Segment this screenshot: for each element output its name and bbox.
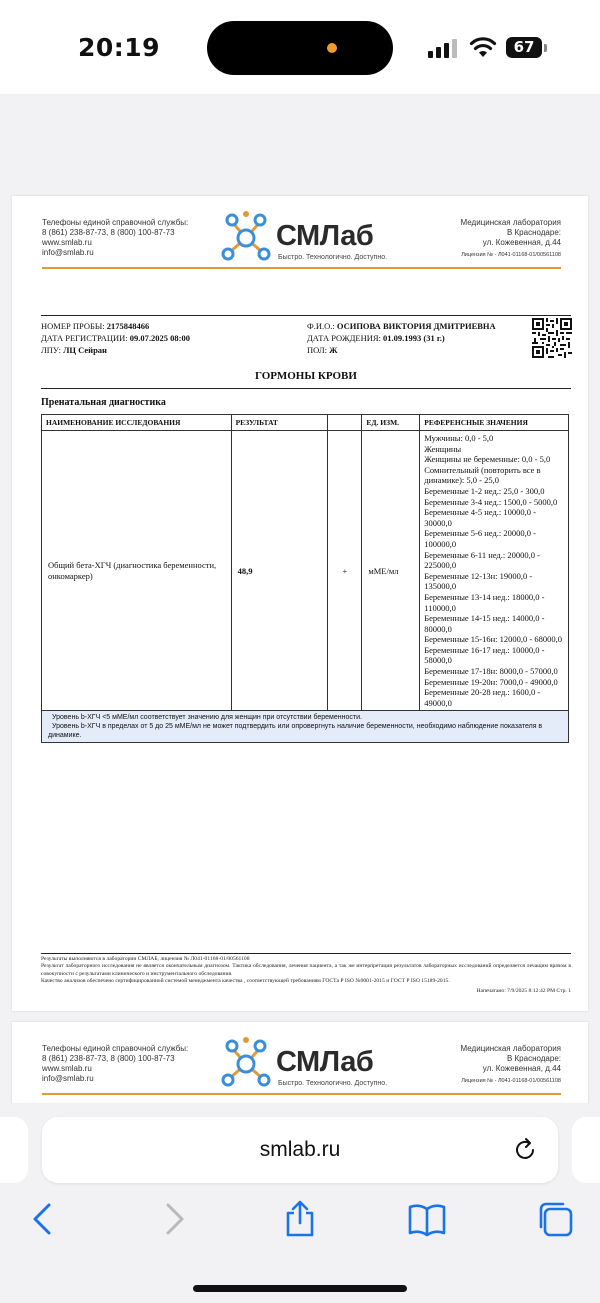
report-title: ГОРМОНЫ КРОВИ [255,370,357,382]
note-line-1: Уровень b-ХГЧ <5 мМЕ/мл соответствует значению для женщин при отсутствии беременности. [52,714,362,722]
patient-sex: Ж [329,345,338,355]
url-text: smlab.ru [259,1138,341,1161]
status-time: 20:19 [78,33,161,62]
report-page-2 [12,1022,588,1108]
contact-block: Телефоны единой справочной службы: 8 (861) 238-87-73, 8 (800) 100-87-73 www.smlab.ru info@smlab.ru [42,218,189,257]
lab-header [12,196,588,272]
molecule-logo-icon [220,208,272,266]
col-header-result: РЕЗУЛЬТАТ [231,415,328,431]
tabs-icon[interactable] [535,1199,575,1239]
address-bar[interactable] [42,1117,558,1183]
wifi-icon [469,36,497,58]
test-name: Общий бета-ХГЧ (диагностика беременности, онкомаркер) [42,431,232,711]
test-result: 48,9 [231,431,328,711]
brand-name: СМЛаб [276,220,374,252]
bookmarks-icon[interactable] [407,1199,447,1239]
license-text: Лицензия № - Л041-01168-01/00561108 [461,252,561,258]
col-header-name: НАИМЕНОВАНИЕ ИССЛЕДОВАНИЯ [42,415,232,431]
next-tab-peek[interactable] [572,1117,600,1183]
col-header-flag [328,415,362,431]
previous-tab-peek[interactable] [0,1117,28,1183]
molecule-logo-icon [220,1034,272,1092]
lab-header-2: Телефоны единой справочной службы: 8 (861) 238-87-73, 8 (800) 100-87-73 www.smlab.ru info@smlab.ru СМЛаб Быстро. Технологично. Доступно. Медицинская лаборатория В Краснодаре: ул. Кожевенная, д.44 Лицензия № - Л041-01168-01/00561108 [12,1022,588,1098]
table-header-row [42,415,569,431]
report-page: Телефоны единой справочной службы: 8 (861) 238-87-73, 8 (800) 100-87-73 www.smlab.ru info@smlab.ru СМЛаб Быстро. Технологично. Доступно. Медицинская лаборатория В Краснодаре: ул. Кожевенная, д.44 Лицензия № - Л041-01168-01/00561108 НОМЕР ПРОБЫ: 2175848466 ДАТА РЕГИСТРАЦИИ: 09.07.2025 08:00 ЛПУ: ЛЦ Сейран Ф.И.О.: ОСИПОВА ВИКТОРИЯ ДМИТРИЕВНА ДАТА РОЖДЕНИЯ: 01.09.1993 (31 г.) ПОЛ: Ж ГОРМОНЫ КРОВИ Пренатальная диагностика НАИМЕНОВАНИЕ ИССЛЕДОВАНИЯ РЕЗУЛЬТАТ ЕД. ИЗМ. РЕФЕРЕНСНЫЕ ЗНАЧЕНИЯ Общий бета-ХГЧ (диагностика беременности, онкомаркер) 48,9 + мМЕ/мл Мужчины: 0,0 - 5,0 Женщины Женщины не беременные: 0,0 - 5,0 Сомнительный (повторить все в динамике): 5,0 - 25,0 Беременные 1-2 нед.: 25,0 - 300,0 Беременные 3-4 нед.: 1500,0 - 5000,0 Беременные 4-5 нед.: 10000,0 - 30000,0 Беременные 5-6 нед.: 20000,0 - 100000,0 Беременные 6-11 нед.: 20000,0 - 225000,0 Беременные 12-13н: 19000,0 - 135000,0 Беременные 13-14 нед.: 18000,0 - 110000,0 Беременные 14-15 нед.: 14000,0 - 80000,0 Беременные 15-16н: 12000,0 - 68000,0 Беременные 16-17 нед.: 10000,0 - 58000,0 Беременные 17-18н: 8000,0 - 57000,0 Беременные 19-20н: 7000,0 - 49000,0 Беременные 20-28 нед.: 1600,0 - 49000,0 Уровень b-ХГЧ <5 мМЕ/мл соответствует значению для женщин при отсутствии беременности. Уровень b-ХГЧ в пределах от 5 до 25 мМЕ/мл не может подтвердить или опровергнуть наличие беременности, необходимо наблюдение показателя в динамике. Результаты выполняются в лаборатории СМЛАБ, лицензия № Л041-01168-01/00561108 Результат лабораторного исследования не является окончательным диагнозом. Тактика обследования, лечения пациента, а так же интерпретация результатов лабораторных исследований определяется лечащим врачом в совокупности с результатами клинического и инструментального обследования. Качество анализов обеспечено сертифицированной системой менеджмента качества , соответствующей требованиям ГОСТа Р ISO №9001-2015 и ГОСТ Р ISO 15189-2015. Напечатано: 7/9/2025 8:12:42 PM Стр. 1 [12,196,588,1011]
registration-date: 09.07.2025 08:00 [129,333,190,343]
footer-disclaimer: Результат лабораторного исследования не является окончательным диагнозом. Тактика обследования, лечения пациента, а так же интерпретация результатов лабораторных исследований определяется лечащим врачом в совокупности с результатами клинического и инструментального обследования. [41,963,571,977]
sample-number: 2175848466 [106,321,150,331]
result-flag: + [328,431,362,711]
section-title: Пренатальная диагностика [41,397,166,408]
lpu-name: ЛЦ Сейран [63,345,107,355]
table-row [42,431,569,711]
status-bar [0,0,600,94]
footer-quality: Качество анализов обеспечено сертифицированной системой менеджмента качества , соответствующей требованиям ГОСТа Р ISO №9001-2015 и ГОСТ Р ISO 15189-2015. [41,978,450,985]
home-indicator[interactable] [193,1285,407,1292]
results-table [41,414,569,743]
smlab-logo: СМЛаб Быстро. Технологично. Доступно. [220,1034,390,1094]
dynamic-island [207,21,393,75]
battery-icon: 67 [506,37,542,58]
smlab-logo [220,208,390,268]
battery-tip [544,44,547,52]
footer-license: Результаты выполняются в лаборатории СМЛАБ, лицензия № Л041-01168-01/00561108 [41,956,250,962]
brand-tagline: Быстро. Технологично. Доступно. [278,254,388,261]
forward-icon[interactable] [154,1199,194,1239]
patient-name: ОСИПОВА ВИКТОРИЯ ДМИТРИЕВНА [336,321,496,331]
report-footer [41,953,571,995]
col-header-unit: ЕД. ИЗМ. [362,415,420,431]
printed-date: Напечатано: 7/9/2025 8:12:42 PM Стр. 1 [476,987,571,994]
qr-code [532,318,572,358]
share-icon[interactable] [280,1199,320,1239]
reload-icon[interactable] [512,1137,538,1163]
cellular-signal-icon [428,38,460,58]
note-line-2: Уровень b-ХГЧ в пределах от 5 до 25 мМЕ/мл не может подтвердить или опровергнуть наличие беременности, необходимо наблюдение показателя в динамике. [48,723,543,740]
header-rule [42,267,561,269]
note-row [42,711,569,743]
col-header-reference: РЕФЕРЕНСНЫЕ ЗНАЧЕНИЯ [420,415,569,431]
lab-address-block: Медицинская лаборатория В Краснодаре: ул. Кожевенная, д.44 Лицензия № - Л041-01168-01/00561108 [460,218,561,258]
recording-dot [327,43,337,53]
reference-values: Мужчины: 0,0 - 5,0 Женщины Женщины не беременные: 0,0 - 5,0 Сомнительный (повторить все в динамике): 5,0 - 25,0 Беременные 1-2 нед.: 25,0 - 300,0 Беременные 3-4 нед.: 1500,0 - 5000,0 Беременные 4-5 нед.: 10000,0 - 30000,0 Беременные 5-6 нед.: 20000,0 - 100000,0 Беременные 6-11 нед.: 20000,0 - 225000,0 Беременные 12-13н: 19000,0 - 135000,0 Беременные 13-14 нед.: 18000,0 - 110000,0 Беременные 14-15 нед.: 14000,0 - 80000,0 Беременные 15-16н: 12000,0 - 68000,0 Беременные 16-17 нед.: 10000,0 - 58000,0 Беременные 17-18н: 8000,0 - 57000,0 Беременные 19-20н: 7000,0 - 49000,0 Беременные 20-28 нед.: 1600,0 - 49000,0 [420,431,569,711]
browser-toolbar [0,1103,600,1303]
test-unit: мМЕ/мл [362,431,420,711]
back-icon[interactable] [23,1199,63,1239]
birth-date: 01.09.1993 (31 г.) [383,333,445,343]
